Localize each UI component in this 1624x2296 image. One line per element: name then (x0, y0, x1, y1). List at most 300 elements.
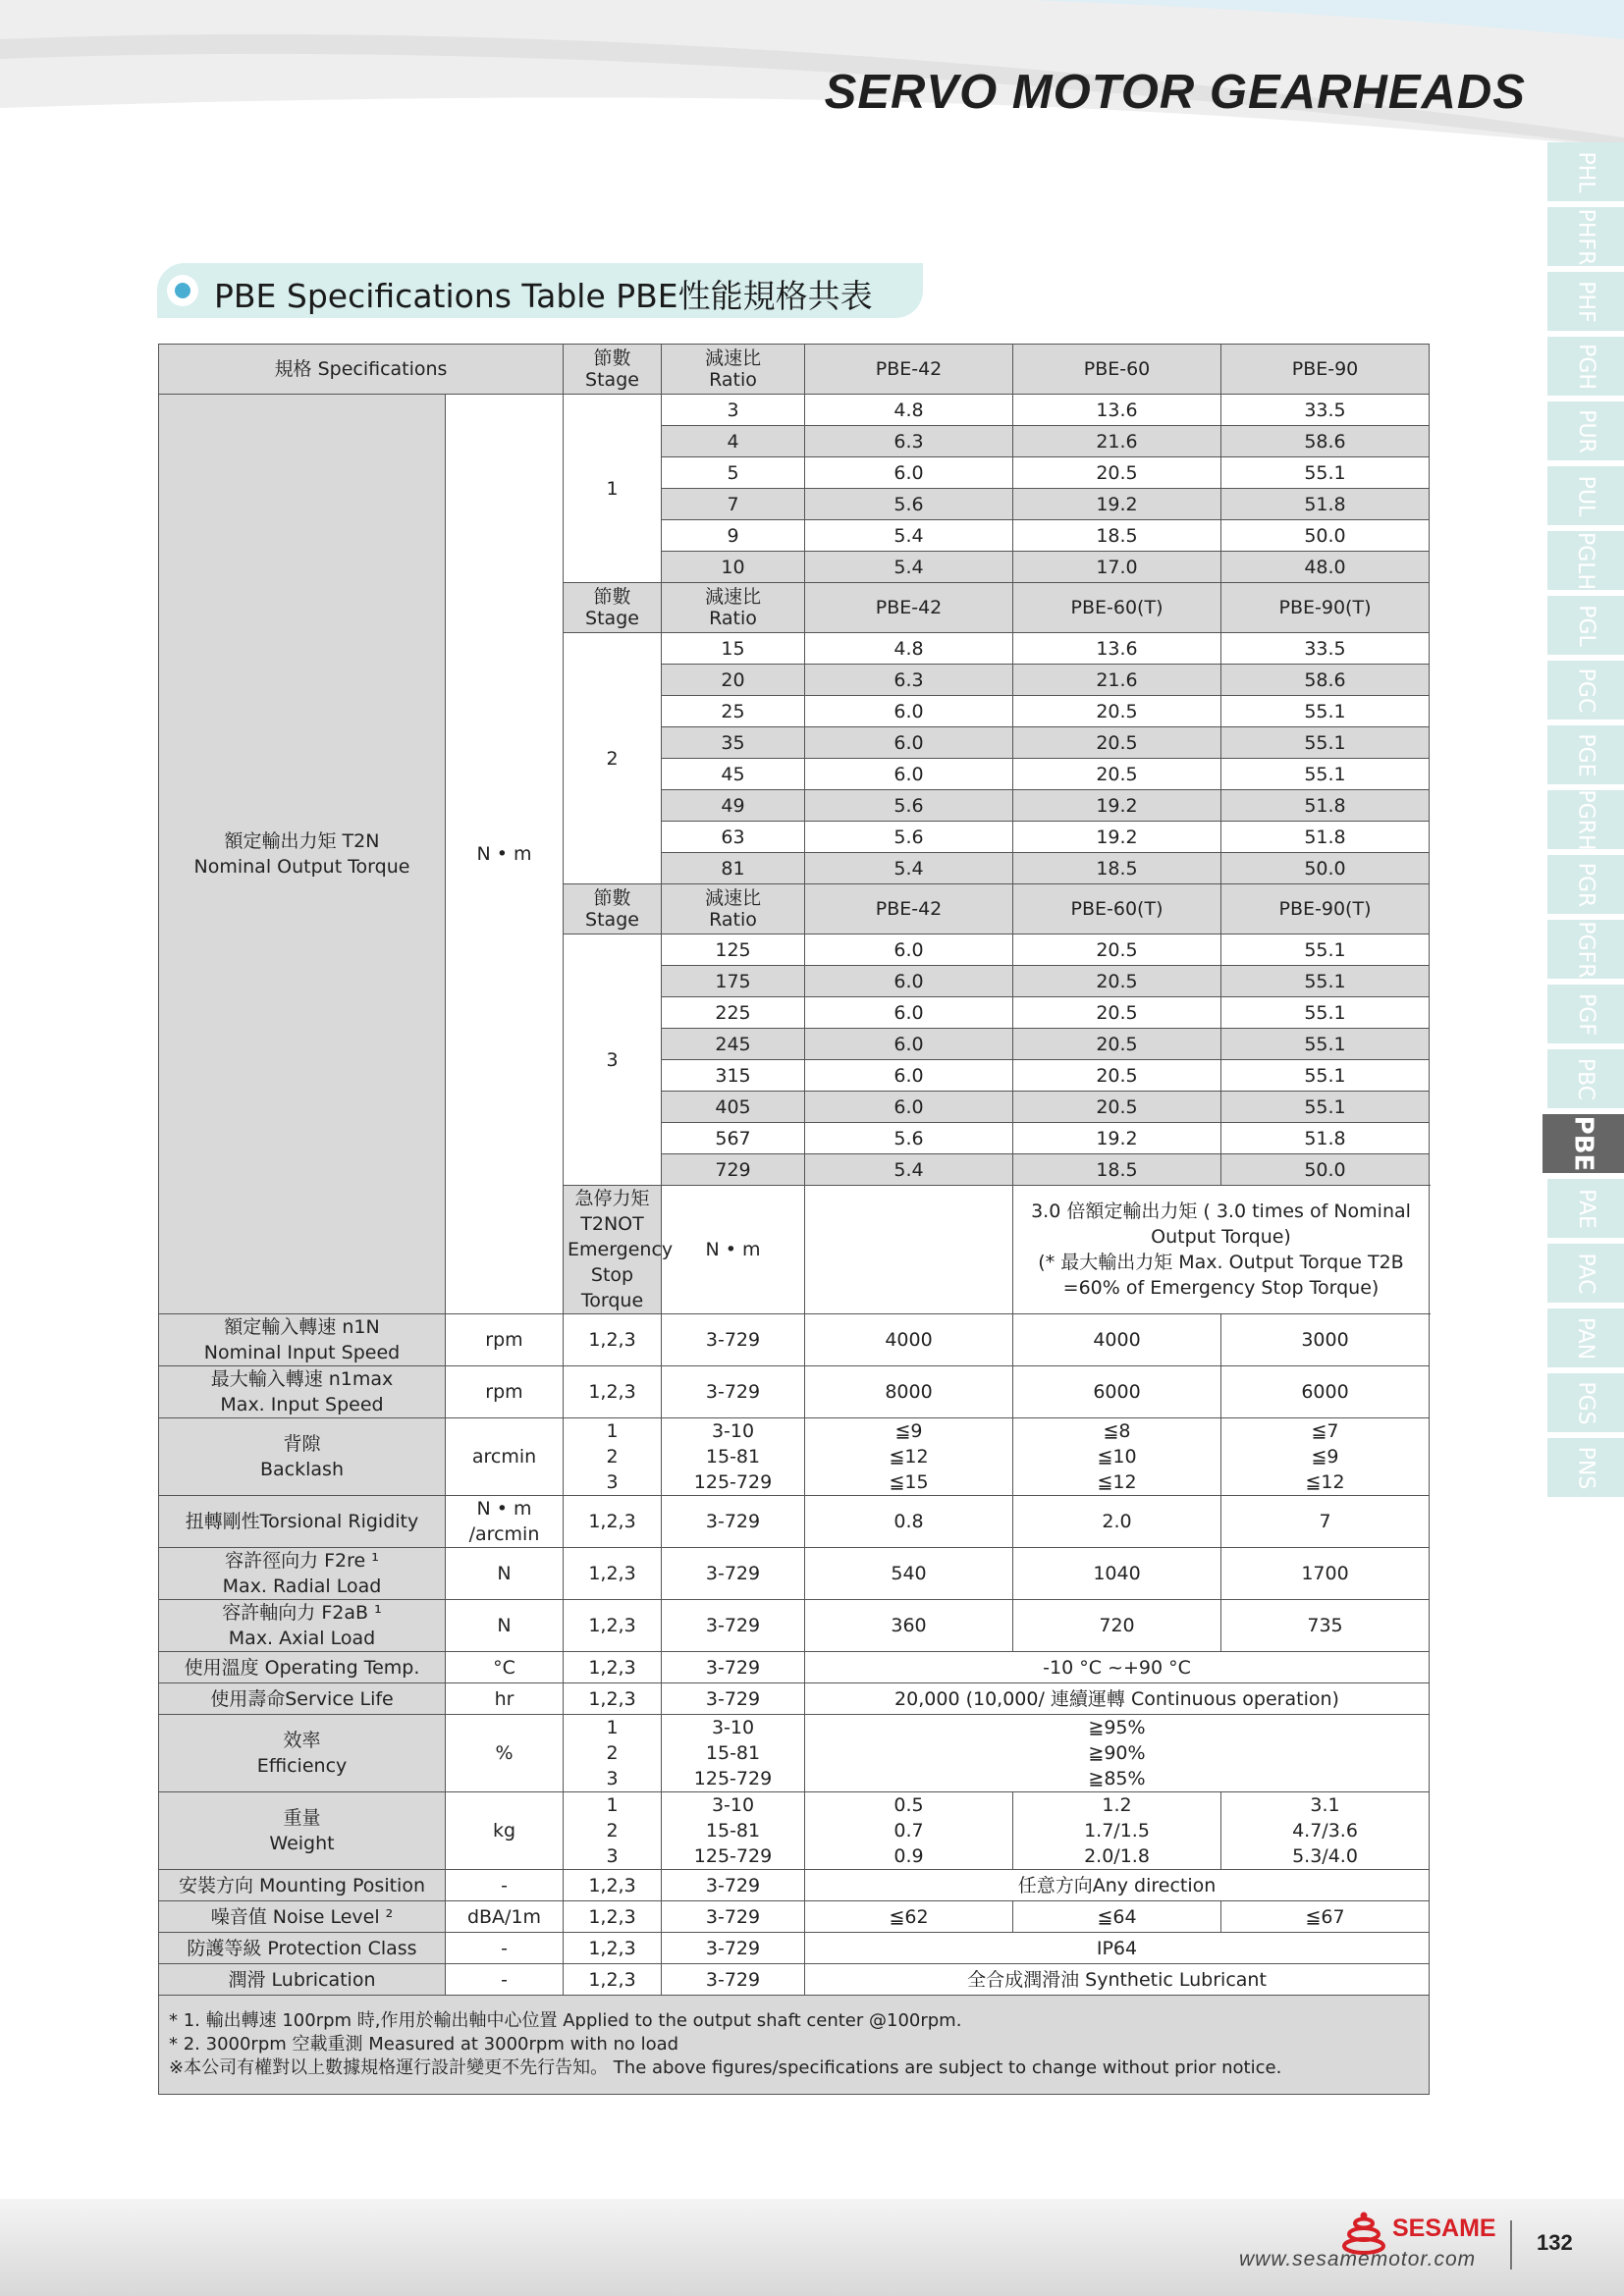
axial-value-line: 360 (891, 1615, 927, 1636)
torque-value-line: 55.1 (1304, 731, 1346, 754)
torque-value (1221, 1060, 1430, 1092)
torque-value-line: 55.1 (1304, 700, 1346, 722)
weight-stages-line: 3 (606, 1845, 619, 1867)
torque-value (1221, 426, 1430, 457)
ratio-header-line: 減速比 (704, 586, 761, 608)
side-tab-label: PGFR (1573, 920, 1598, 979)
lubrication-stage (564, 1964, 662, 1996)
lubrication-unit (446, 1964, 564, 1996)
backlash-ratios-line: 15-81 (705, 1446, 761, 1468)
max_speed-ratio-line: 3-729 (705, 1381, 761, 1403)
radial-label-line: 容許徑向力 F2re ¹ (225, 1550, 379, 1572)
torque-value-line: 20.5 (1096, 461, 1138, 484)
torque-label (159, 395, 446, 1314)
torque-value (1013, 853, 1221, 884)
backlash-unit-line: arcmin (471, 1446, 537, 1468)
torque-value (1013, 727, 1221, 759)
radial-label (159, 1548, 446, 1600)
torque-value-line: 6.3 (893, 430, 924, 453)
axial-value (1013, 1600, 1221, 1652)
torque-value-line: 20.5 (1096, 700, 1138, 722)
noise-ratio (662, 1901, 805, 1933)
torque-value (1221, 727, 1430, 759)
ratio-value-line: 405 (715, 1095, 751, 1118)
backlash-m90-values-line: ≦12 (1305, 1471, 1345, 1493)
efficiency-ratios-line: 15-81 (705, 1742, 761, 1764)
mounting-ratio (662, 1870, 805, 1901)
radial-value (805, 1548, 1013, 1600)
side-tab-label: PHL (1573, 150, 1598, 193)
stage-header-line: Stage (585, 369, 639, 391)
axial-ratio (662, 1600, 805, 1652)
model-header-line: PBE-90 (1291, 358, 1359, 380)
torque-value (1221, 790, 1430, 822)
ratio-value-line: 7 (727, 493, 739, 515)
torque-value (805, 520, 1013, 552)
axial-value-line: 735 (1307, 1615, 1343, 1636)
side-tab-pgr[interactable] (1547, 855, 1624, 914)
weight-m90-values-line: 3.1 (1310, 1794, 1340, 1816)
max_speed-ratio (662, 1366, 805, 1418)
torque-value (805, 1123, 1013, 1154)
side-tab-phf[interactable] (1547, 272, 1624, 331)
side-tab-label: PGL (1573, 604, 1598, 647)
axial-ratio-line: 3-729 (705, 1615, 761, 1636)
mounting-unit-line: - (501, 1874, 508, 1896)
protection-ratio-line: 3-729 (705, 1937, 761, 1959)
nominal_speed-value-line: 4000 (1093, 1329, 1141, 1351)
nominal_speed-ratio-line: 3-729 (705, 1329, 761, 1351)
model-header (1221, 345, 1430, 395)
backlash-m90-values (1221, 1418, 1430, 1496)
ratio-value (662, 395, 805, 426)
torque-value (1013, 1154, 1221, 1186)
ratio-value (662, 426, 805, 457)
torque-value-line: 33.5 (1304, 399, 1346, 421)
service_life-ratio-line: 3-729 (705, 1687, 761, 1710)
torque-value (1013, 395, 1221, 426)
nominal_speed-label-line: 額定輸入轉速 n1N (224, 1316, 380, 1338)
backlash-m60-values-line: ≦12 (1097, 1471, 1137, 1493)
weight-ratios (662, 1792, 805, 1870)
weight-ratios-line: 125-729 (693, 1845, 773, 1867)
notes-row (159, 1996, 1430, 2095)
ratio-value (662, 665, 805, 696)
side-tab-pgf[interactable] (1547, 985, 1624, 1043)
protection-stage (564, 1933, 662, 1964)
specifications-header-line: 規格 Specifications (274, 358, 448, 380)
efficiency-label (159, 1715, 446, 1792)
ratio-value (662, 552, 805, 583)
torque-value-line: 18.5 (1096, 1158, 1138, 1181)
rigidity-label-line: 扭轉剛性Torsional Rigidity (185, 1511, 419, 1532)
side-tab-label: PAC (1573, 1253, 1598, 1294)
torque-value (1013, 934, 1221, 966)
torque-value-line: 51.8 (1304, 794, 1346, 817)
torque-value-line: 33.5 (1304, 637, 1346, 660)
torque-value (1013, 1060, 1221, 1092)
torque-value-line: 5.6 (893, 826, 924, 848)
op_temp-label (159, 1652, 446, 1683)
weight-m42-values (805, 1792, 1013, 1870)
mounting-label (159, 1870, 446, 1901)
efficiency-ratios-line: 3-10 (711, 1717, 755, 1738)
protection-label (159, 1933, 446, 1964)
model-header-line: PBE-60 (1083, 358, 1151, 380)
side-tab-pbc[interactable] (1547, 1049, 1624, 1108)
torque-value (1221, 665, 1430, 696)
efficiency-stages-line: 2 (606, 1742, 619, 1764)
op_temp-label-line: 使用溫度 Operating Temp. (184, 1656, 420, 1679)
model-header-line: PBE-42 (875, 358, 943, 380)
stage-value (564, 395, 662, 583)
efficiency-values-line: ≧95% (1088, 1717, 1146, 1738)
model-header (1221, 884, 1430, 934)
lubrication-label (159, 1964, 446, 1996)
nominal_speed-value (805, 1314, 1013, 1366)
emergency-value-line: (* 最大輸出力矩 Max. Output Torque T2B =60% of Emergency Stop Torque) (1038, 1252, 1404, 1299)
torque-value-line: 6.0 (893, 1095, 924, 1118)
weight-m60-values-line: 1.2 (1102, 1794, 1132, 1816)
torque-value-line: 20.5 (1096, 938, 1138, 961)
torque-value (805, 934, 1013, 966)
ratio-header-line: Ratio (709, 369, 757, 391)
backlash-stages-line: 2 (606, 1446, 619, 1468)
mounting-stage (564, 1870, 662, 1901)
efficiency-unit (446, 1715, 564, 1792)
radial-value-line: 1040 (1093, 1563, 1141, 1584)
model-header (805, 583, 1013, 633)
side-tab-pan[interactable] (1547, 1308, 1624, 1367)
nominal_speed-label-line: Nominal Input Speed (203, 1342, 401, 1363)
weight-m90-values-line: 5.3/4.0 (1292, 1845, 1358, 1867)
footnotes-line: ※本公司有權對以上數據規格運行設計變更不先行告知。 The above figures/specifications are subject to change without prior notice. (169, 2057, 1282, 2078)
torque-value (1221, 853, 1430, 884)
model-header (1013, 884, 1221, 934)
protection-label-line: 防護等級 Protection Class (187, 1937, 417, 1959)
backlash-m60-values (1013, 1418, 1221, 1496)
torque-value (1013, 520, 1221, 552)
torque-value (1221, 552, 1430, 583)
footnotes-line: * 1. 輸出轉速 100rpm 時,作用於輸出軸中心位置 Applied to the output shaft center @100rpm. (169, 2010, 962, 2031)
stage-header-line: Stage (585, 608, 639, 629)
ratio-value-line: 10 (721, 556, 745, 578)
stage-value-line: 3 (606, 1048, 619, 1071)
lubrication-ratio (662, 1964, 805, 1996)
backlash-m42-values-line: ≦9 (894, 1420, 923, 1442)
torque-value (1013, 997, 1221, 1029)
noise-value (1013, 1901, 1221, 1933)
noise-value-line: ≦62 (889, 1905, 929, 1928)
ratio-value-line: 567 (715, 1127, 751, 1149)
weight-label (159, 1792, 446, 1870)
radial-ratio (662, 1548, 805, 1600)
torque-value-line: 55.1 (1304, 1001, 1346, 1024)
nominal_speed-value-line: 3000 (1301, 1329, 1349, 1351)
torque-value-line: 5.4 (893, 524, 924, 547)
stage-value (564, 934, 662, 1186)
torque-value-line: 19.2 (1096, 794, 1138, 817)
side-tab-label: PGH (1573, 343, 1598, 390)
ratio-value-line: 5 (727, 461, 739, 484)
protection-row (159, 1933, 1430, 1964)
nominal_speed-label (159, 1314, 446, 1366)
torque-value (1221, 489, 1430, 520)
side-tab-label: PGE (1573, 732, 1598, 777)
specifications-header (159, 345, 564, 395)
torque-value (805, 633, 1013, 665)
ratio-value-line: 35 (721, 731, 745, 754)
section-title: PBE Specifications Table PBE性能規格共表 (214, 277, 873, 315)
model-header-line: PBE-60(T) (1070, 597, 1164, 618)
service_life-unit (446, 1683, 564, 1715)
ratio-value (662, 790, 805, 822)
ratio-value (662, 696, 805, 727)
backlash-m90-values-line: ≦7 (1311, 1420, 1339, 1442)
ratio-value-line: 245 (715, 1033, 751, 1055)
torque-value-line: 58.6 (1304, 668, 1346, 691)
stage-header-line: 節數 (593, 347, 631, 369)
side-tab-label: PAE (1573, 1188, 1598, 1229)
ratio-value (662, 633, 805, 665)
torque-value (1221, 759, 1430, 790)
torque-value (805, 966, 1013, 997)
weight-label-line: 重量 (283, 1807, 321, 1829)
side-tab-pgs[interactable] (1547, 1373, 1624, 1432)
torque-value (1221, 696, 1430, 727)
emergency-label-line: Emergency Stop Torque (568, 1239, 674, 1311)
ratio-value-line: 20 (721, 668, 745, 691)
side-tab-list (1547, 142, 1624, 1503)
side-tab-pgh[interactable] (1547, 337, 1624, 396)
torque-value-line: 18.5 (1096, 857, 1138, 880)
emergency-value-line: 3.0 倍額定輸出力矩 ( 3.0 times of Nominal Output Torque) (1031, 1201, 1411, 1248)
torque-value (805, 1060, 1013, 1092)
rigidity-value-line: 7 (1319, 1511, 1331, 1532)
backlash-m42-values-line: ≦12 (889, 1446, 929, 1468)
torque-value-line: 20.5 (1096, 731, 1138, 754)
rigidity-unit-line: /arcmin (468, 1523, 540, 1545)
ratio-header-line: Ratio (709, 608, 757, 629)
nominal_speed-unit (446, 1314, 564, 1366)
backlash-ratios-line: 125-729 (693, 1471, 773, 1493)
axial-stage (564, 1600, 662, 1652)
mounting-unit (446, 1870, 564, 1901)
side-tab-label: PUR (1573, 408, 1598, 454)
side-tab-pul[interactable] (1547, 466, 1624, 525)
ratio-value-line: 45 (721, 763, 745, 785)
torque-unit (446, 395, 564, 1314)
ratio-value (662, 759, 805, 790)
nominal_speed-unit-line: rpm (485, 1329, 523, 1351)
mounting-row (159, 1870, 1430, 1901)
table-header-row (159, 345, 1430, 395)
mounting-value-line: 任意方向Any direction (1017, 1874, 1217, 1896)
ratio-value-line: 15 (721, 637, 745, 660)
side-tab-phfr[interactable] (1547, 207, 1624, 266)
footer-divider (1510, 2220, 1512, 2269)
weight-m60-values (1013, 1792, 1221, 1870)
efficiency-unit-line: % (495, 1742, 514, 1764)
op_temp-ratio (662, 1652, 805, 1683)
torque-value (805, 822, 1013, 853)
torque-value (1013, 489, 1221, 520)
torque-value-line: 55.1 (1304, 1033, 1346, 1055)
torque-value (805, 489, 1013, 520)
service_life-stage (564, 1683, 662, 1715)
service_life-unit-line: hr (494, 1687, 514, 1710)
backlash-row (159, 1418, 1430, 1496)
nominal_speed-value-line: 4000 (885, 1329, 933, 1351)
side-tab-pns[interactable] (1547, 1438, 1624, 1497)
torque-value-line: 4.8 (893, 399, 924, 421)
torque-value-line: 5.4 (893, 556, 924, 578)
side-tab-pur[interactable] (1547, 401, 1624, 460)
stage-header (564, 345, 662, 395)
mounting-stage-line: 1,2,3 (588, 1874, 636, 1896)
ratio-value-line: 4 (727, 430, 739, 453)
torque-value-line: 6.0 (893, 970, 924, 992)
backlash-label-line: 背隙 (283, 1433, 321, 1455)
radial-unit (446, 1548, 564, 1600)
radial-value (1013, 1548, 1221, 1600)
torque-value-line: 17.0 (1096, 556, 1138, 578)
side-tab-pbe[interactable] (1543, 1114, 1624, 1173)
ratio-value (662, 966, 805, 997)
rigidity-value-line: 2.0 (1102, 1511, 1132, 1532)
side-tab-label: PHFR (1573, 208, 1598, 265)
torque-value (805, 395, 1013, 426)
backlash-m42-values-line: ≦15 (889, 1471, 929, 1493)
op_temp-unit-line: °C (493, 1656, 515, 1679)
axial-value-line: 720 (1099, 1615, 1135, 1636)
mounting-ratio-line: 3-729 (705, 1874, 761, 1896)
lubrication-stage-line: 1,2,3 (588, 1968, 636, 1991)
torque-value (1221, 934, 1430, 966)
side-tab-pgl[interactable] (1547, 596, 1624, 655)
ratio-value (662, 822, 805, 853)
side-tab-label: PBC (1573, 1057, 1598, 1100)
torque-value (1013, 1029, 1221, 1060)
radial-stage (564, 1548, 662, 1600)
torque-value (1221, 633, 1430, 665)
efficiency-stages (564, 1715, 662, 1792)
torque-value (805, 759, 1013, 790)
stage-value-line: 1 (606, 477, 619, 500)
op_temp-stage-line: 1,2,3 (588, 1656, 636, 1679)
nominal-speed-row (159, 1314, 1430, 1366)
torque-unit-line: N • m (476, 843, 532, 865)
rigidity-ratio (662, 1496, 805, 1548)
ratio-header (662, 345, 805, 395)
radial-value-line: 540 (891, 1563, 927, 1584)
ratio-value-line: 25 (721, 700, 745, 722)
op_temp-stage (564, 1652, 662, 1683)
stage-header (564, 884, 662, 934)
torque-value (1221, 1154, 1430, 1186)
ratio-value (662, 1029, 805, 1060)
max_speed-label-line: 最大輸入轉速 n1max (210, 1368, 394, 1390)
torque-value-line: 6.0 (893, 763, 924, 785)
nominal_speed-stage (564, 1314, 662, 1366)
ratio-value (662, 489, 805, 520)
footnotes (159, 1996, 1430, 2095)
torque-value (1221, 1092, 1430, 1123)
nominal_speed-stage-line: 1,2,3 (588, 1329, 636, 1351)
backlash-stages (564, 1418, 662, 1496)
torque-value (1013, 790, 1221, 822)
torque-value-line: 55.1 (1304, 938, 1346, 961)
op_temp-value (805, 1652, 1430, 1683)
max_speed-stage (564, 1366, 662, 1418)
side-tab-pac[interactable] (1547, 1244, 1624, 1303)
torque-value (1013, 552, 1221, 583)
ratio-value-line: 9 (727, 524, 739, 547)
ratio-value-line: 225 (715, 1001, 751, 1024)
service_life-label (159, 1683, 446, 1715)
side-tab-pgfr[interactable] (1547, 920, 1624, 979)
torque-value-line: 21.6 (1096, 668, 1138, 691)
weight-label-line: Weight (269, 1833, 335, 1854)
backlash-ratios (662, 1418, 805, 1496)
noise-label (159, 1901, 446, 1933)
backlash-m42-values (805, 1418, 1013, 1496)
max_speed-unit (446, 1366, 564, 1418)
ratio-value-line: 49 (721, 794, 745, 817)
ratio-value (662, 1092, 805, 1123)
rigidity-value (1013, 1496, 1221, 1548)
ratio-header-line: 減速比 (704, 347, 761, 369)
nominal_speed-value (1221, 1314, 1430, 1366)
emergency-value (1013, 1186, 1430, 1314)
torque-row (159, 395, 1430, 426)
torque-value-line: 6.0 (893, 938, 924, 961)
weight-m42-values-line: 0.5 (893, 1794, 924, 1816)
torque-value-line: 55.1 (1304, 461, 1346, 484)
torque-value-line: 6.0 (893, 700, 924, 722)
efficiency-ratios-line: 125-729 (693, 1768, 773, 1789)
torque-value (805, 997, 1013, 1029)
ratio-value (662, 997, 805, 1029)
radial-value (1221, 1548, 1430, 1600)
side-tab-label: PUL (1573, 475, 1598, 516)
emergency-unit-line: N • m (705, 1239, 761, 1260)
backlash-unit (446, 1418, 564, 1496)
side-tab-pglh[interactable] (1547, 531, 1624, 590)
side-tab-pgc[interactable] (1547, 661, 1624, 720)
efficiency-label-line: 效率 (283, 1730, 321, 1751)
side-tab-label: PBE (1568, 1115, 1598, 1172)
torque-value-line: 19.2 (1096, 826, 1138, 848)
side-tab-pgrh[interactable] (1547, 790, 1624, 849)
side-tab-phl[interactable] (1547, 142, 1624, 201)
weight-ratios-line: 15-81 (705, 1820, 761, 1842)
noise-value-line: ≦67 (1305, 1905, 1345, 1928)
emergency-label-line: 急停力矩 T2NOT (574, 1188, 650, 1235)
side-tab-pge[interactable] (1547, 725, 1624, 784)
op_temp-value-line: -10 °C ~+90 °C (1043, 1656, 1191, 1679)
website-link[interactable]: www.sesamemotor.com (1239, 2248, 1477, 2270)
brand-name: SESAME (1392, 2215, 1496, 2242)
side-tab-pae[interactable] (1547, 1179, 1624, 1238)
protection-ratio (662, 1933, 805, 1964)
rigidity-value (805, 1496, 1013, 1548)
lubrication-label-line: 潤滑 Lubrication (228, 1968, 376, 1991)
torque-value (805, 727, 1013, 759)
rigidity-stage-line: 1,2,3 (588, 1511, 636, 1532)
torque-value-line: 5.6 (893, 1127, 924, 1149)
lubrication-value-line: 全合成潤滑油 Synthetic Lubricant (967, 1968, 1267, 1991)
